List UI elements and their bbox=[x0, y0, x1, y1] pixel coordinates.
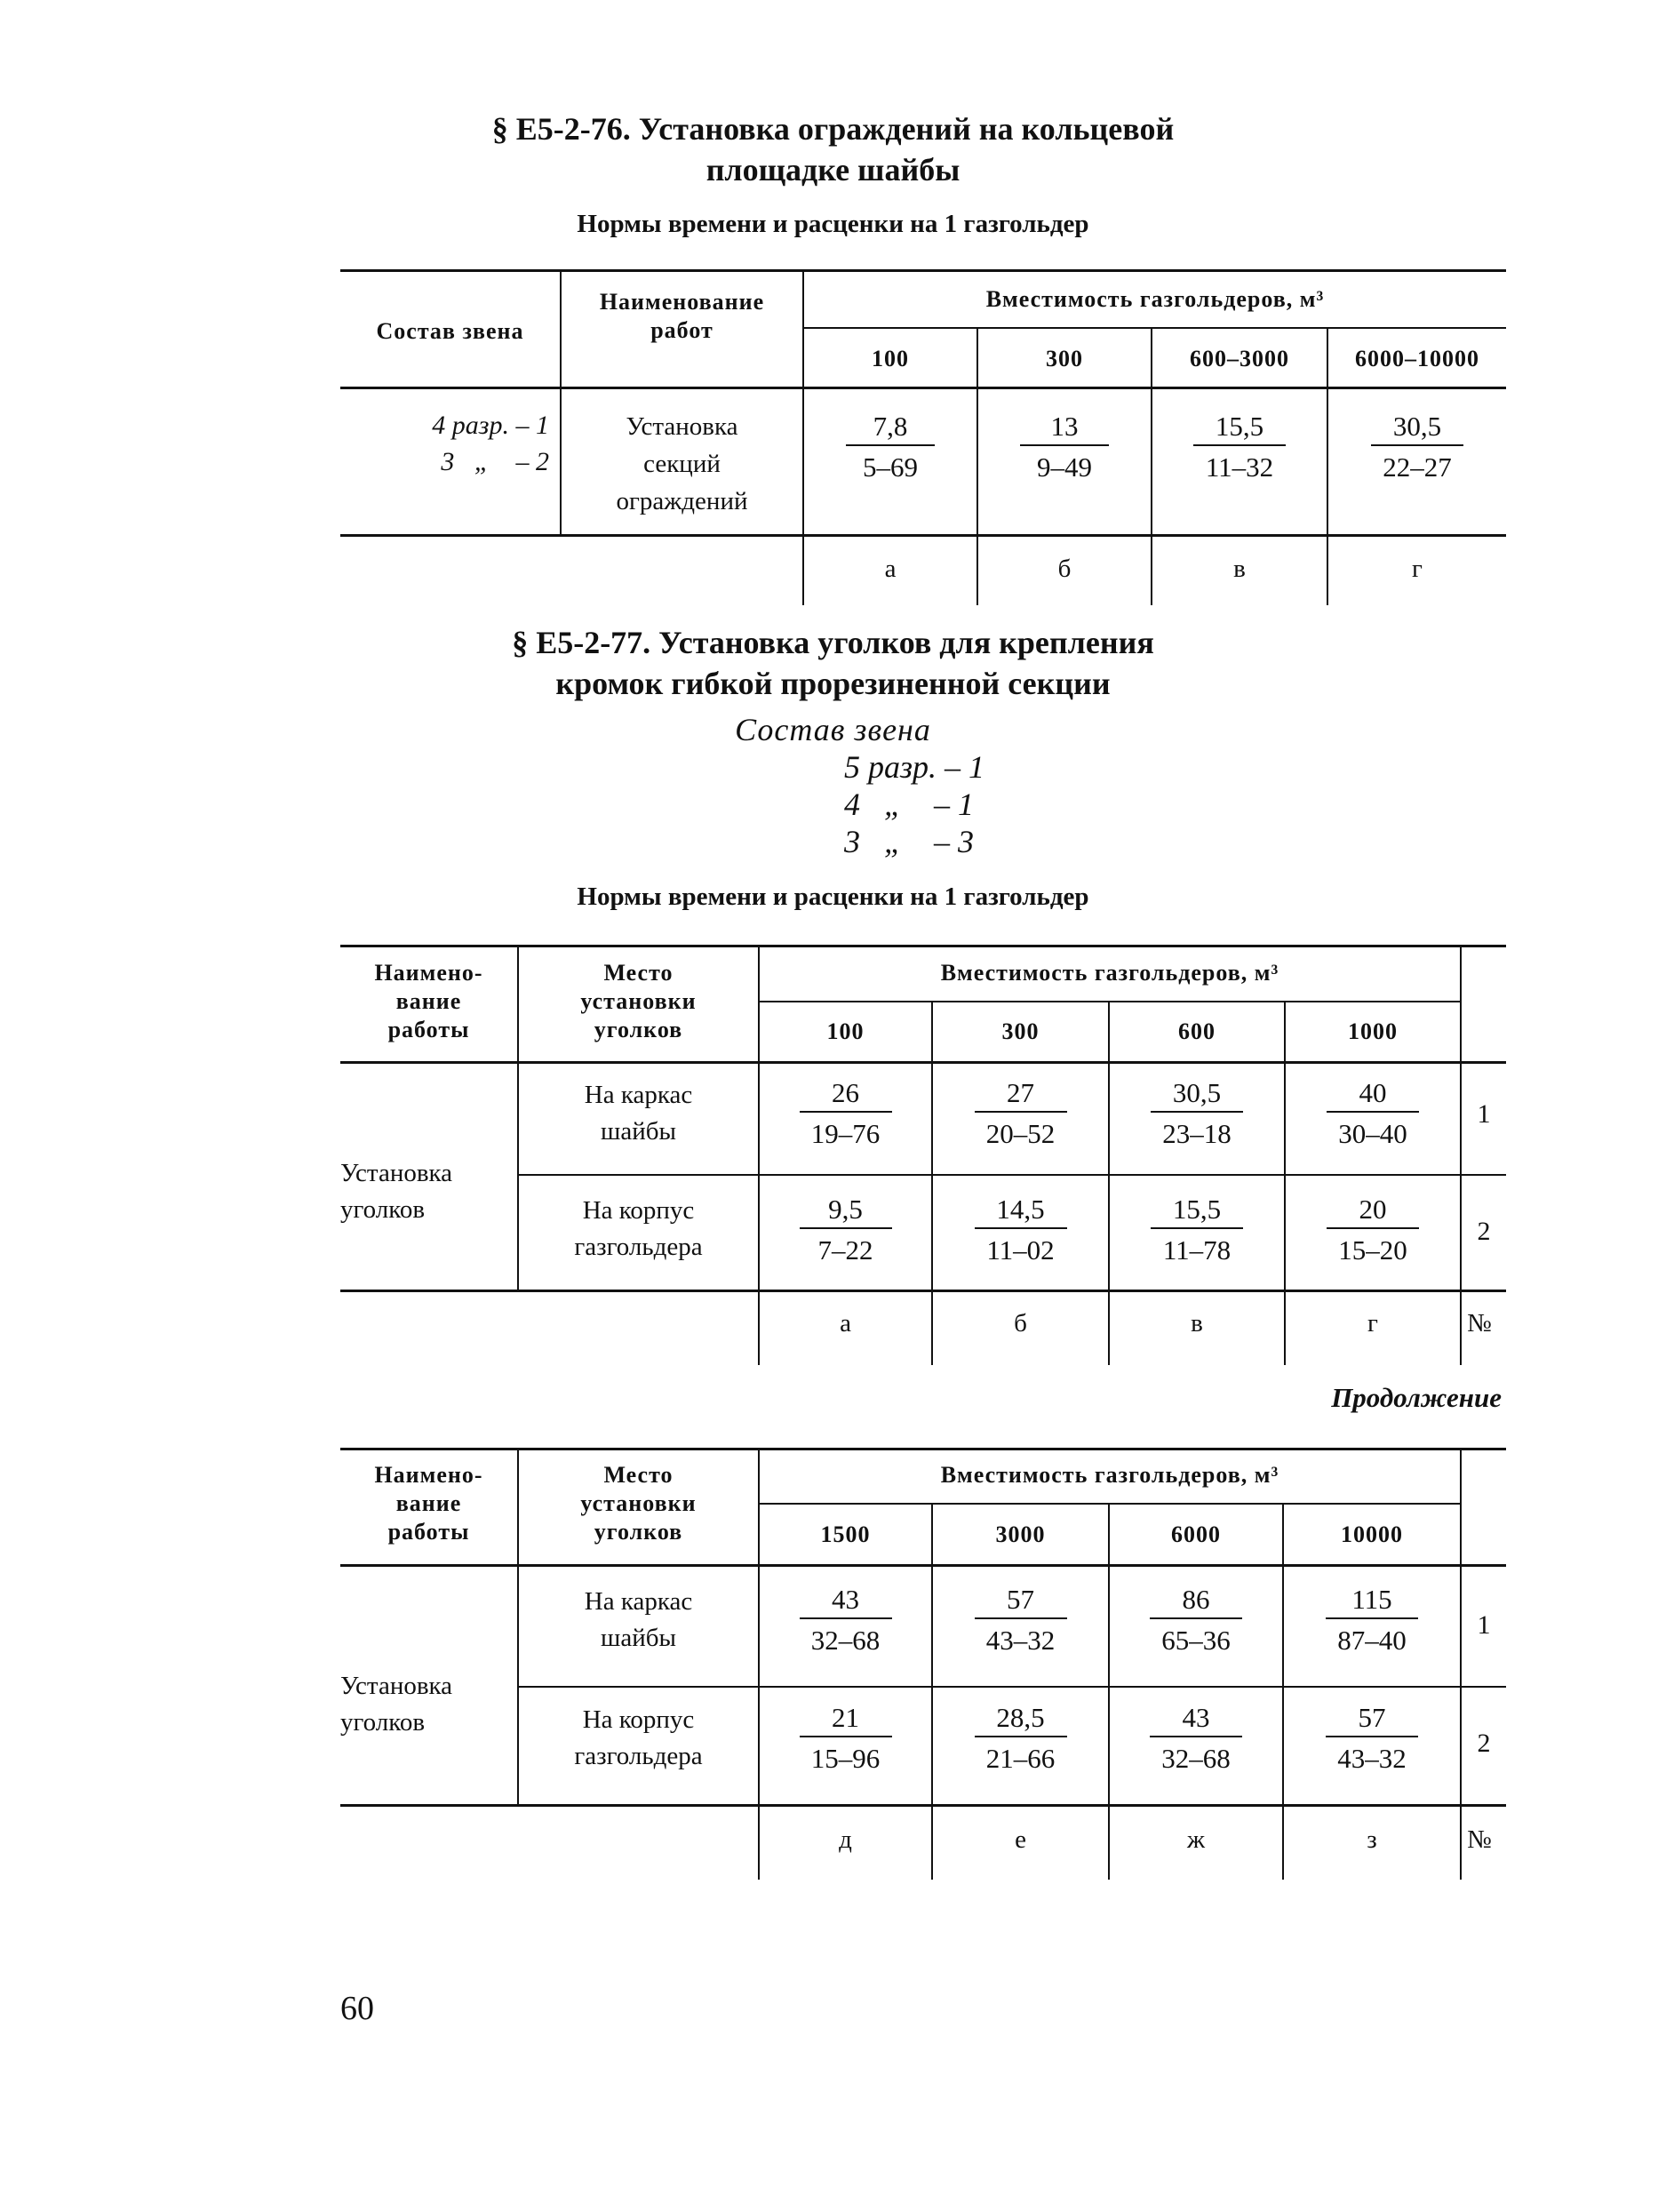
price-rate: 9–49 bbox=[1037, 451, 1092, 483]
header-work-line1: Наимено- bbox=[374, 960, 483, 986]
norm-rate-cell bbox=[1328, 409, 1506, 485]
time-norm: 9,5 bbox=[828, 1194, 863, 1225]
header-place-line1: Место bbox=[603, 960, 674, 986]
work-line2: уголков bbox=[340, 1195, 426, 1224]
column-letter: в bbox=[1233, 555, 1246, 583]
place1-line1: На каркас bbox=[584, 1081, 693, 1109]
header-place-line2: установки bbox=[580, 988, 697, 1014]
time-norm: 14,5 bbox=[996, 1194, 1045, 1225]
norm-rate-cell bbox=[933, 1582, 1108, 1658]
time-norm: 13 bbox=[1050, 411, 1079, 442]
header-work-line1: Наимено- bbox=[374, 1462, 483, 1488]
price-rate: 7–22 bbox=[817, 1234, 873, 1266]
column-letter: д bbox=[839, 1825, 852, 1854]
price-rate: 43–32 bbox=[1337, 1743, 1407, 1774]
price-rate: 11–02 bbox=[986, 1234, 1055, 1266]
header-crew: Состав звена bbox=[376, 318, 524, 344]
capacity-col-b: 300 bbox=[1046, 346, 1083, 371]
column-letter: з bbox=[1367, 1825, 1377, 1854]
price-rate: 11–32 bbox=[1205, 451, 1274, 483]
crew-line2: 4 „ – 1 bbox=[844, 787, 975, 822]
norm-rate-cell bbox=[804, 409, 976, 485]
column-letter: б bbox=[1057, 555, 1072, 583]
section-77-title-line1: § Е5-2-77. Установка уголков для крепления bbox=[512, 625, 1154, 660]
work-line1: Установка bbox=[626, 412, 738, 441]
capacity-col-g: 6000 bbox=[1171, 1521, 1221, 1547]
capacity-col-a: 100 bbox=[826, 1018, 865, 1044]
header-place-line3: уголков bbox=[594, 1017, 683, 1042]
crew-line1: 5 разр. – 1 bbox=[844, 749, 985, 785]
place2-line1: На корпус bbox=[582, 1196, 695, 1225]
column-letter: ж bbox=[1186, 1825, 1206, 1854]
work-line3: ограждений bbox=[616, 487, 748, 515]
place1-line2: шайбы bbox=[601, 1624, 676, 1652]
time-norm: 20 bbox=[1359, 1194, 1387, 1225]
price-rate: 22–27 bbox=[1383, 451, 1452, 483]
price-rate: 15–96 bbox=[810, 1743, 881, 1774]
column-letter: а bbox=[884, 555, 897, 583]
row-number: 1 bbox=[1477, 1610, 1491, 1640]
column-letter: г bbox=[1367, 1309, 1378, 1338]
norm-rate-cell bbox=[760, 1582, 931, 1658]
column-letter: г bbox=[1412, 555, 1423, 583]
norm-rate-cell bbox=[1284, 1582, 1460, 1658]
header-work-line1: Наименование bbox=[599, 289, 765, 315]
header-place-line3: уголков bbox=[594, 1519, 683, 1545]
work-line1: Установка bbox=[340, 1672, 453, 1700]
capacity-col-d: 1000 bbox=[1348, 1018, 1398, 1044]
time-norm: 30,5 bbox=[1172, 1077, 1222, 1108]
price-rate: 87–40 bbox=[1337, 1625, 1407, 1656]
row-number: 2 bbox=[1477, 1729, 1491, 1758]
work-line1: Установка bbox=[340, 1159, 453, 1187]
price-rate: 5–69 bbox=[863, 451, 918, 483]
capacity-col-h: 10000 bbox=[1341, 1521, 1403, 1547]
price-rate: 19–76 bbox=[810, 1118, 881, 1149]
time-norm: 86 bbox=[1182, 1584, 1210, 1615]
price-rate: 30–40 bbox=[1338, 1118, 1407, 1149]
norm-rate-cell bbox=[933, 1192, 1108, 1268]
header-work-line2: работ bbox=[650, 317, 713, 343]
norm-rate-cell bbox=[978, 409, 1151, 485]
price-rate: 65–36 bbox=[1161, 1625, 1231, 1656]
norm-rate-cell bbox=[1110, 1192, 1284, 1268]
section-76-title-line2: площадке шайбы bbox=[705, 152, 961, 188]
time-norm: 15,5 bbox=[1215, 411, 1264, 442]
row-number: 1 bbox=[1477, 1099, 1491, 1129]
time-norm: 26 bbox=[832, 1077, 859, 1108]
time-norm: 30,5 bbox=[1392, 411, 1442, 442]
capacity-col-f: 3000 bbox=[995, 1521, 1046, 1547]
header-place-line1: Место bbox=[603, 1462, 674, 1488]
time-norm: 27 bbox=[1007, 1077, 1034, 1108]
norm-rate-cell bbox=[933, 1075, 1108, 1152]
place2-line2: газгольдера bbox=[574, 1742, 703, 1770]
section-76-title-line1: § Е5-2-76. Установка ограждений на кольцевой bbox=[491, 111, 1175, 147]
header-capacity: Вместимость газгольдеров, м³ bbox=[940, 960, 1279, 986]
place2-line1: На корпус bbox=[582, 1705, 695, 1734]
time-norm: 57 bbox=[1358, 1702, 1386, 1733]
place1-line1: На каркас bbox=[584, 1587, 693, 1616]
header-capacity: Вместимость газгольдеров, м³ bbox=[940, 1462, 1279, 1488]
header-capacity: Вместимость газгольдеров, м³ bbox=[985, 286, 1325, 312]
header-work-line3: работы bbox=[387, 1017, 470, 1042]
norm-rate-cell bbox=[1286, 1192, 1460, 1268]
norm-rate-cell bbox=[1110, 1582, 1282, 1658]
crew-title: Состав звена bbox=[735, 712, 931, 747]
capacity-col-c: 600 bbox=[1178, 1018, 1216, 1044]
column-letter: а bbox=[840, 1309, 851, 1338]
time-norm: 43 bbox=[1182, 1702, 1210, 1733]
crew-line2: 3 „ – 2 bbox=[441, 447, 549, 476]
capacity-col-e: 1500 bbox=[820, 1521, 871, 1547]
place1-line2: шайбы bbox=[601, 1117, 676, 1146]
crew-line3: 3 „ – 3 bbox=[844, 824, 975, 859]
price-rate: 32–68 bbox=[810, 1625, 881, 1656]
price-rate: 15–20 bbox=[1338, 1234, 1407, 1266]
work-line2: уголков bbox=[340, 1708, 426, 1737]
header-place-line2: установки bbox=[580, 1490, 697, 1516]
capacity-col-b: 300 bbox=[1001, 1018, 1040, 1044]
capacity-col-d: 6000–10000 bbox=[1355, 346, 1479, 371]
time-norm: 43 bbox=[832, 1584, 859, 1615]
column-letter: е bbox=[1015, 1825, 1026, 1854]
page-number: 60 bbox=[340, 1990, 374, 2027]
price-rate: 20–52 bbox=[985, 1118, 1056, 1149]
time-norm: 28,5 bbox=[996, 1702, 1045, 1733]
norm-rate-cell bbox=[1110, 1700, 1282, 1777]
place2-line2: газгольдера bbox=[574, 1233, 703, 1261]
norm-rate-cell bbox=[760, 1700, 931, 1777]
number-label: № bbox=[1467, 1825, 1492, 1854]
crew-line1: 4 разр. – 1 bbox=[432, 411, 549, 440]
header-work-line2: вание bbox=[395, 988, 462, 1014]
column-letter: в bbox=[1191, 1309, 1203, 1338]
capacity-col-a: 100 bbox=[872, 346, 909, 371]
time-norm: 115 bbox=[1351, 1584, 1392, 1615]
norm-rate-cell bbox=[760, 1075, 931, 1152]
section-77-title-line2: кромок гибкой прорезиненной секции bbox=[555, 666, 1111, 701]
price-rate: 11–78 bbox=[1162, 1234, 1232, 1266]
header-work-line3: работы bbox=[387, 1519, 470, 1545]
price-rate: 32–68 bbox=[1161, 1743, 1231, 1774]
time-norm: 40 bbox=[1359, 1077, 1387, 1108]
column-letter: б bbox=[1014, 1309, 1027, 1338]
row-number: 2 bbox=[1477, 1217, 1491, 1246]
norm-rate-cell bbox=[1286, 1075, 1460, 1152]
time-norm: 21 bbox=[832, 1702, 859, 1733]
price-rate: 23–18 bbox=[1162, 1118, 1232, 1149]
continuation-label: Продолжение bbox=[1331, 1382, 1502, 1413]
work-line2: секций bbox=[643, 450, 721, 478]
norm-rate-cell bbox=[933, 1700, 1108, 1777]
norm-rate-cell bbox=[1284, 1700, 1460, 1777]
section-76-subtitle: Нормы времени и расценки на 1 газгольдер bbox=[577, 210, 1089, 238]
norm-rate-cell bbox=[1110, 1075, 1284, 1152]
norm-rate-cell bbox=[760, 1192, 931, 1268]
time-norm: 15,5 bbox=[1172, 1194, 1222, 1225]
number-label: № bbox=[1467, 1309, 1492, 1338]
norm-rate-cell bbox=[1152, 409, 1327, 485]
price-rate: 21–66 bbox=[985, 1743, 1056, 1774]
price-rate: 43–32 bbox=[985, 1625, 1056, 1656]
time-norm: 57 bbox=[1007, 1584, 1034, 1615]
section-77-subtitle: Нормы времени и расценки на 1 газгольдер bbox=[577, 882, 1089, 911]
capacity-col-c: 600–3000 bbox=[1190, 346, 1289, 371]
time-norm: 7,8 bbox=[873, 411, 908, 442]
header-work-line2: вание bbox=[395, 1490, 462, 1516]
